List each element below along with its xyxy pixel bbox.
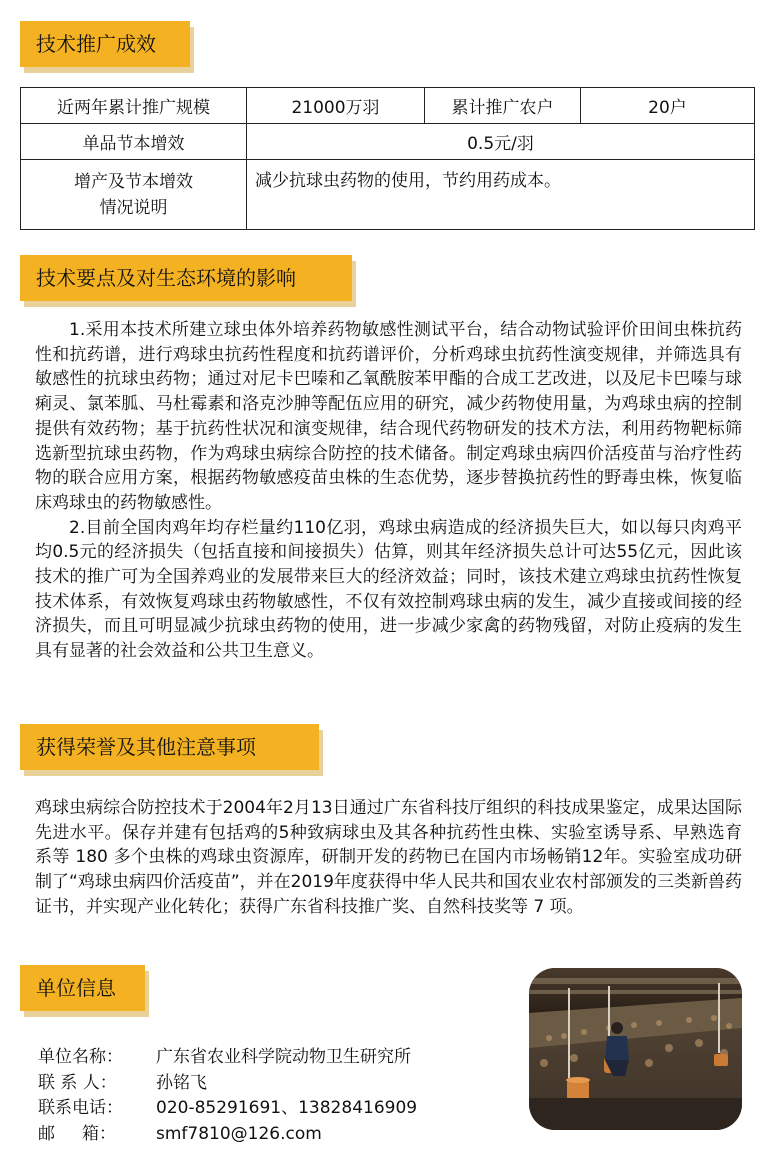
section-header-tech-promotion <box>20 21 190 67</box>
contact-name: 孙铭飞 <box>156 1072 207 1093</box>
table-cell: 减少抗球虫药物的使用，节约用药成本。 <box>247 160 755 230</box>
section-header-honors <box>20 724 319 770</box>
section-title: 获得荣誉及其他注意事项 <box>36 735 256 759</box>
table-cell <box>21 160 247 230</box>
table-cell: 单品节本增效 <box>21 124 247 160</box>
tech-points-body <box>35 318 742 664</box>
table-cell-line: 增产及节本增效 <box>74 171 193 192</box>
section-header-unit-info <box>20 965 145 1011</box>
table-cell: 21000万羽 <box>247 88 425 124</box>
unit-name-row <box>38 1045 417 1071</box>
unit-name: 广东省农业科学院动物卫生研究所 <box>156 1047 411 1067</box>
table-cell: 近两年累计推广规模 <box>21 88 247 124</box>
label: 联 系 人： <box>38 1072 117 1093</box>
section-title: 技术推广成效 <box>36 32 156 56</box>
paragraph: 鸡球虫病综合防控技术于2004年2月13日通过广东省科技厅组织的科技成果鉴定，成果达国际先进水平。保存并建有包括鸡的5种致病球虫及其各种抗药性虫株、实验室诱导系、早熟选育系等 180 多个虫株的鸡球虫资源库，研制开发的药物已在国内市场畅销12年。实验室成功研制了“鸡球虫病四价活疫苗”，并在2019年度获得中华人民共和国农业农村部颁发的三类新兽药证书，并实现产业化转化；获得广东省科技推广奖、自然科技奖等 7 项。 <box>35 798 742 917</box>
table-row <box>21 124 755 160</box>
label: 联系电话： <box>38 1098 123 1118</box>
phone-row <box>38 1096 417 1122</box>
table-cell: 20户 <box>581 88 755 124</box>
paragraph: 2.目前全国肉鸡年均存栏量约110亿羽，鸡球虫病造成的经济损失巨大，如以每只肉鸡平均0.5元的经济损失（包括直接和间接损失）估算，则其年经济损失总计可达55亿元，因此该技术的推广可为全国养鸡业的发展带来巨大的经济效益；同时，该技术建立鸡球虫抗药性恢复技术体系，有效恢复鸡球虫药物敏感性，不仅有效控制鸡球虫病的发生，减少直接或间接的经济损失，而且可明显减少抗球虫药物的使用，进一步减少家禽的药物残留，对防止疫病的发生具有显著的社会效益和公共卫生意义。 <box>35 517 742 662</box>
section-header-tech-points <box>20 255 352 301</box>
paragraph: 1.采用本技术所建立球虫体外培养药物敏感性测试平台，结合动物试验评价田间虫株抗药性和抗药谱，进行鸡球虫抗药性程度和抗药谱评价，分析鸡球虫抗药性演变规律，并筛选具有敏感性的抗球虫药物；通过对尼卡巴嗪和乙氧酰胺苯甲酯的合成工艺改进，以及尼卡巴嗪与球痢灵、氯苯胍、马杜霉素和洛克沙胂等配伍应用的研究，减少药物使用量，为鸡球虫病的控制提供有效药物；基于抗药性状况和演变规律，结合现代药物研发的技术方法，利用药物靶标筛选新型抗球虫药物，作为鸡球虫病综合防控的技术储备。制定鸡球虫病四价活疫苗与治疗性药物的联合应用方案，根据药物敏感疫苗虫株的生态优势，逐步替换抗药性的野毒虫株，恢复临床鸡球虫的药物敏感性。 <box>35 320 742 513</box>
promotion-table <box>20 87 755 230</box>
table-row <box>21 160 755 230</box>
table-row <box>21 88 755 124</box>
section-title: 单位信息 <box>36 976 116 1000</box>
honors-body <box>35 796 742 920</box>
email-address: smf7810@126.com <box>156 1123 322 1144</box>
phone-number: 020-85291691、13828416909 <box>156 1098 418 1118</box>
table-cell-line: 情况说明 <box>99 197 168 218</box>
unit-info <box>38 1045 417 1147</box>
poultry-house-photo <box>529 968 742 1130</box>
table-cell: 累计推广农户 <box>425 88 581 124</box>
section-title: 技术要点及对生态环境的影响 <box>36 266 296 290</box>
label: 邮 箱： <box>38 1123 117 1144</box>
table-cell: 0.5元/羽 <box>247 124 755 160</box>
label: 单位名称： <box>38 1047 123 1067</box>
contact-row <box>38 1071 417 1097</box>
email-row <box>38 1122 417 1148</box>
